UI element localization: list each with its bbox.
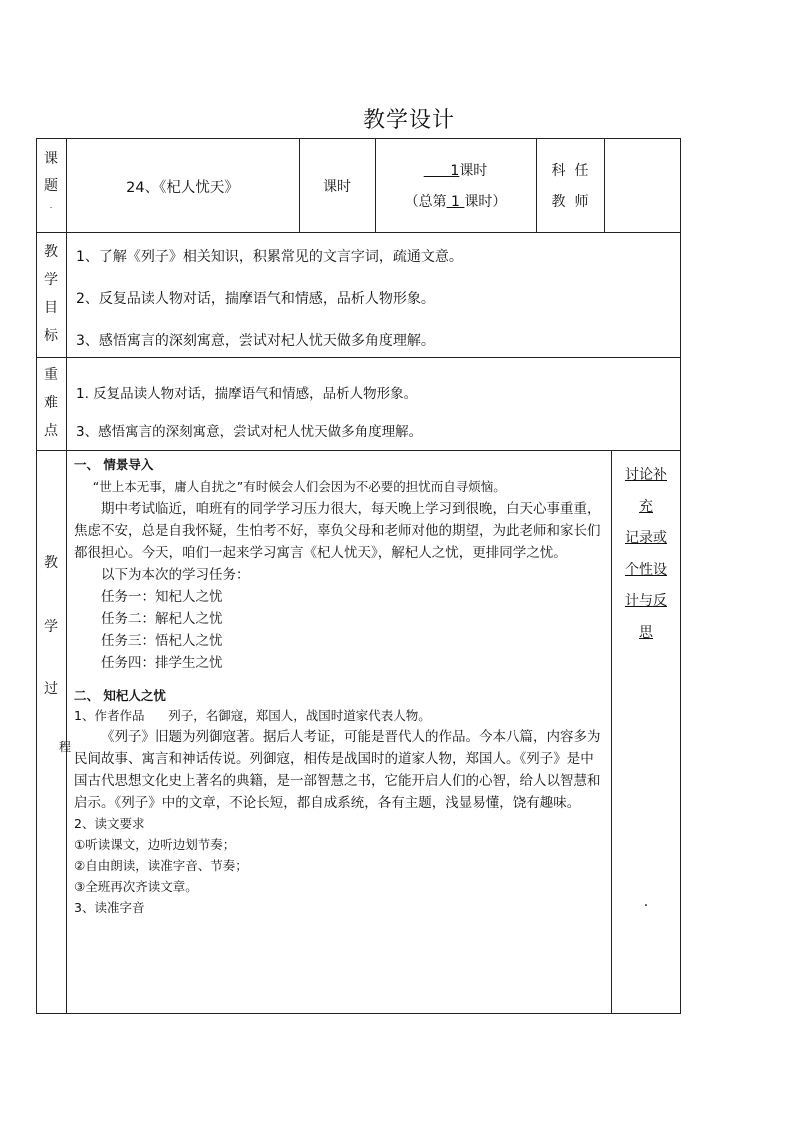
task-item: 任务一：知杞人之忧 bbox=[101, 589, 223, 605]
period-count: 1课时 bbox=[375, 160, 536, 180]
column-divider bbox=[604, 138, 605, 232]
intro-quote: “世上本无事，庸人自扰之”有时候会人们会因为不必要的担忧而自寻烦恼。 bbox=[92, 479, 506, 494]
process-label-char: 程 bbox=[58, 740, 71, 754]
reading-item: ①听读课文，边听边划节奏； bbox=[74, 837, 236, 852]
column-divider bbox=[375, 138, 376, 232]
reading-heading: 2、读文要求 bbox=[74, 816, 145, 831]
side-note-line: 思 bbox=[639, 624, 653, 641]
process-label-char: 学 bbox=[44, 619, 58, 635]
label-column-divider bbox=[66, 138, 67, 1014]
page-title: 教学设计 bbox=[362, 108, 455, 133]
table-border-right bbox=[680, 138, 681, 1014]
course-label: 课 题 . bbox=[44, 151, 58, 210]
task-item: 任务四：排学生之忧 bbox=[101, 655, 223, 671]
task-item: 任务二：解杞人之忧 bbox=[101, 611, 223, 627]
side-notes bbox=[612, 460, 680, 649]
pronounce-heading: 3、读准字音 bbox=[74, 900, 145, 915]
process-label-char: 教 bbox=[44, 555, 58, 571]
side-note-line: 计与反 bbox=[625, 593, 667, 609]
keypoints-label: 重 难 点 bbox=[44, 367, 58, 439]
side-note-line: 记录或 bbox=[625, 530, 667, 546]
author-line: 1、作者作品 列子，名御寇，郑国人，战国时道家代表人物。 bbox=[74, 708, 431, 723]
keypoint-item: 1. 反复品读人物对话，揣摩语气和情感，品析人物形象。 bbox=[76, 386, 418, 402]
side-note-line: 个性设 bbox=[625, 561, 667, 578]
goal-item: 3、感悟寓言的深刻寓意，尝试对杞人忧天做多角度理解。 bbox=[76, 333, 435, 349]
period-label: 课时 bbox=[323, 179, 351, 195]
row-divider bbox=[36, 450, 681, 451]
total-period: （总第 1 课时） bbox=[404, 194, 507, 210]
reading-item: ②自由朗读，读准字音、节奏； bbox=[74, 858, 248, 873]
goals-label: 教 学 目 标 bbox=[44, 244, 58, 344]
intro-paragraph: 期中考试临近，咱班有的同学学习压力很大，每天晚上学习到很晚，白天心事重重，焦虑不安，总是自我怀疑，生怕考不好，辜负父母和老师对他的期望，为此老师和家长们都很担心。今天，咱们一起来学习寓言《杞人忧天》，解杞人之忧，更排同学之忧。 bbox=[74, 501, 601, 561]
goal-item: 2、反复品读人物对话，揣摩语气和情感，品析人物形象。 bbox=[76, 291, 435, 307]
teacher-label-line1: 科 任 bbox=[551, 163, 589, 179]
task-item: 任务三：悟杞人之忧 bbox=[101, 633, 223, 649]
side-dot: . bbox=[643, 894, 649, 910]
side-note-line: 讨论补 bbox=[625, 467, 667, 483]
period-count-value: 1 bbox=[450, 163, 460, 179]
process-content bbox=[74, 454, 606, 918]
author-paragraph: 《列子》旧题为列御寇著。据后人考证，可能是晋代人的作品。今本八篇，内容多为民间故事、寓言和神话传说。列御寇，相传是战国时的道家人物，郑国人。《列子》是中国古代思想文化史上著名的典籍，是一部智慧之书，它能开启人们的心智，给人以智慧和启示。《列子》中的文章，不论长短，都自成系统，各有主题，浅显易懂，饶有趣味。 bbox=[74, 729, 601, 811]
tasks-intro: 以下为本次的学习任务： bbox=[101, 567, 250, 583]
section-heading: 一、 情景导入 bbox=[74, 457, 154, 472]
row-divider bbox=[36, 232, 681, 233]
row-divider bbox=[36, 357, 681, 358]
table-border-bottom bbox=[36, 1013, 681, 1014]
lesson-plan-table bbox=[36, 138, 681, 1014]
goal-item: 1、了解《列子》相关知识，积累常见的文言字词，疏通文意。 bbox=[76, 249, 463, 265]
section-heading: 二、 知杞人之忧 bbox=[74, 688, 166, 703]
teacher-label-line2: 教 师 bbox=[551, 194, 589, 210]
total-period-value: 1 bbox=[451, 194, 460, 210]
column-divider bbox=[536, 138, 537, 232]
course-title: 24、《杞人忧天》 bbox=[126, 180, 239, 196]
table-border-top bbox=[36, 138, 681, 139]
reading-item: ③全班再次齐读文章。 bbox=[74, 879, 198, 894]
process-label-char: 过 bbox=[44, 681, 58, 697]
side-note-line: 充 bbox=[639, 498, 653, 515]
keypoint-item: 3、感悟寓言的深刻寓意，尝试对杞人忧天做多角度理解。 bbox=[76, 424, 423, 440]
